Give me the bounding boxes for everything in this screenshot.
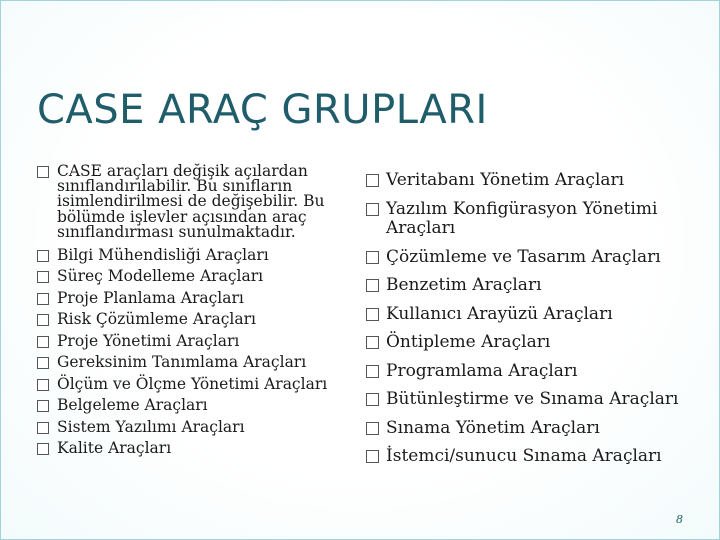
list-item-text: Çözümleme ve Tasarım Araçları [386, 246, 661, 267]
bullet-box-icon [366, 251, 379, 264]
list-item-text: Benzetim Araçları [386, 275, 542, 296]
list-item-text: Öntipleme Araçları [386, 332, 551, 353]
bullet-box-icon [366, 174, 379, 187]
list-item-text: Programlama Araçları [386, 360, 578, 381]
list-item-text: Süreç Modelleme Araçları [57, 267, 264, 286]
list-item-text: Sistem Yazılımı Araçları [57, 417, 245, 436]
list-item [37, 374, 347, 393]
bullet-box-icon [37, 357, 49, 369]
list-item [366, 200, 706, 239]
bullet-box-icon [37, 336, 49, 348]
list-item-text: Kalite Araçları [57, 439, 172, 458]
list-item-text: İstemci/sunucu Sınama Araçları [386, 446, 662, 467]
list-item-text: Sınama Yönetim Araçları [386, 417, 600, 438]
list-item-text: Proje Planlama Araçları [57, 288, 244, 307]
bullet-box-icon [366, 450, 379, 463]
right-bullet-list [366, 171, 706, 476]
bullet-box-icon [366, 336, 379, 349]
bullet-box-icon [366, 203, 379, 216]
list-item [366, 171, 706, 191]
page-number: 8 [676, 513, 683, 526]
list-item-text: CASE araçları değişik açılardan sınıflandırılabilir. Bu sınıfların isimlendirilmesi de değişebilir. Bu bölümde işlevler açısından araç sınıflandırması sunulmaktadır. [57, 162, 325, 241]
list-item-text: Gereksinim Tanımlama Araçları [57, 353, 307, 372]
bullet-box-icon [37, 443, 49, 455]
bullet-box-icon [37, 422, 49, 434]
list-item-text: Belgeleme Araçları [57, 396, 208, 415]
list-item-text: Bilgi Mühendisliği Araçları [57, 245, 269, 264]
list-item [366, 305, 706, 325]
list-item-text: Ölçüm ve Ölçme Yönetimi Araçları [57, 374, 328, 393]
list-item [37, 269, 347, 285]
list-item [366, 419, 706, 439]
list-item [37, 441, 347, 457]
list-item-text: Kullanıcı Arayüzü Araçları [386, 303, 613, 324]
list-item [37, 398, 347, 414]
bullet-box-icon [37, 293, 49, 305]
bullet-box-icon [37, 250, 49, 262]
list-item [37, 355, 347, 371]
slide-title: CASE ARAÇ GRUPLARI [37, 87, 488, 133]
list-item [37, 312, 347, 328]
list-item [37, 331, 347, 350]
bullet-box-icon [37, 379, 49, 391]
list-item-text: Veritabanı Yönetim Araçları [386, 170, 625, 190]
bullet-box-icon [37, 400, 49, 412]
list-item [37, 288, 347, 307]
list-item [37, 417, 347, 436]
bullet-box-icon [37, 166, 49, 178]
bullet-box-icon [366, 365, 379, 378]
bullet-box-icon [366, 393, 379, 406]
bullet-box-icon [366, 422, 379, 435]
left-bullet-list [37, 164, 347, 463]
list-item [37, 164, 347, 240]
list-item-text: Proje Yönetimi Araçları [57, 331, 240, 350]
list-item [366, 362, 706, 382]
list-item [366, 276, 706, 296]
bullet-box-icon [37, 271, 49, 283]
list-item [366, 333, 706, 353]
list-item-text: Bütünleştirme ve Sınama Araçları [386, 389, 679, 410]
list-item-text: Yazılım Konfigürasyon Yönetimi Araçları [386, 198, 658, 239]
bullet-box-icon [37, 314, 49, 326]
list-item [366, 447, 706, 467]
bullet-box-icon [366, 279, 379, 292]
list-item [366, 248, 706, 268]
list-item [366, 390, 706, 410]
bullet-box-icon [366, 308, 379, 321]
list-item-text: Risk Çözümleme Araçları [57, 310, 256, 329]
list-item [37, 245, 347, 264]
